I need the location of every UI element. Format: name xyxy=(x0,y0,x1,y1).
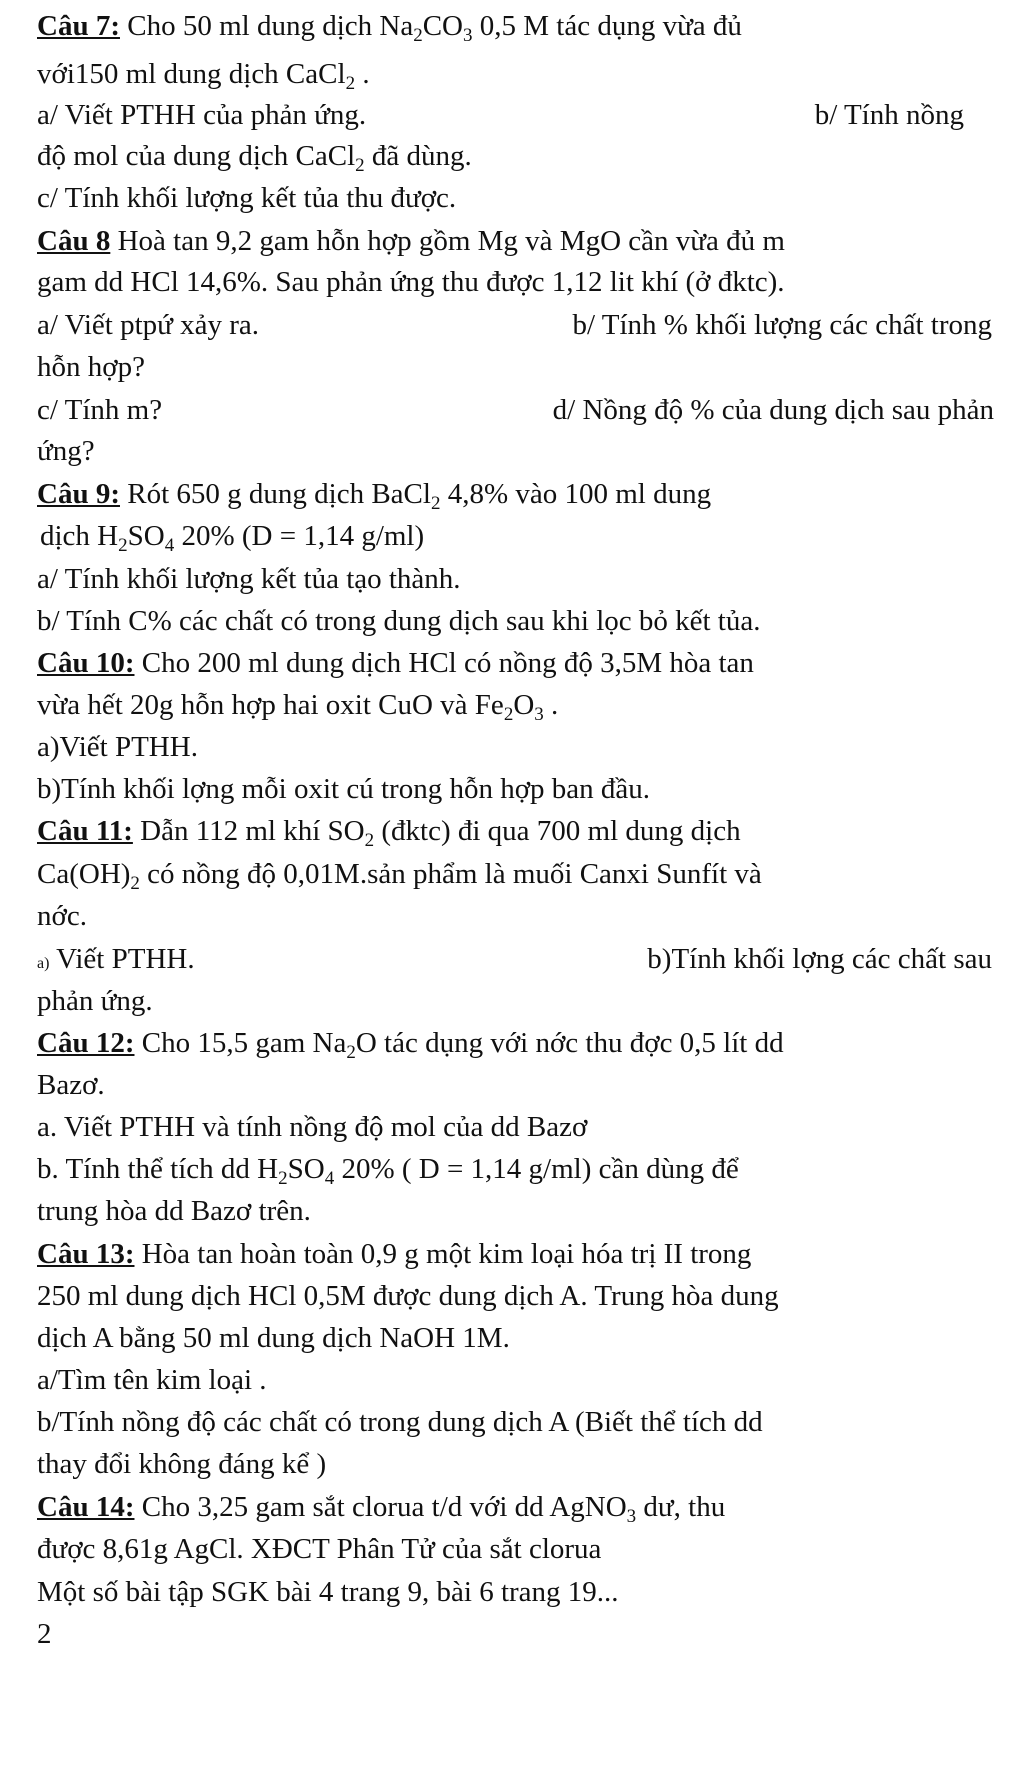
q13-line-4: a/Tìm tên kim loại . xyxy=(37,1364,267,1396)
q12-line-5: trung hòa dd Bazơ trên. xyxy=(37,1195,311,1227)
q13-line-3: dịch A bằng 50 ml dung dịch NaOH 1M. xyxy=(37,1322,510,1354)
q9-line-1: Câu 9: Rót 650 g dung dịch BaCl$_2$ 4,8% vào 100 ml dung xyxy=(37,478,712,514)
q14-line-2: được 8,61g AgCl. XĐCT Phân Tử của sắt clorua xyxy=(37,1533,602,1565)
q9-line-2: dịch $H_2SO_4$ 20% (D = 1,14 g/ml) xyxy=(40,520,425,556)
q7-label: Câu 7: xyxy=(37,10,120,42)
q9-label: Câu 9: xyxy=(37,478,120,510)
q8-line-6: ứng? xyxy=(37,435,95,467)
page-number: 2 xyxy=(37,1618,52,1650)
q7-line-3: a/ Viết PTHH của phản ứng. b/ Tính nồng xyxy=(37,99,964,131)
q8-line-4: hỗn hợp? xyxy=(37,351,145,383)
q9-line-3: a/ Tính khối lượng kết tủa tạo thành. xyxy=(37,563,461,595)
q10-label: Câu 10: xyxy=(37,647,135,679)
q7-line-5: c/ Tính khối lượng kết tủa thu được. xyxy=(37,182,457,214)
q13-line-1: Câu 13: Hòa tan hoàn toàn 0,9 g một kim loại hóa trị II trong xyxy=(37,1238,752,1270)
q11-line-1: Câu 11: Dẫn 112 ml khí $SO_2$ (đktc) đi qua 700 ml dung dịch xyxy=(37,815,741,851)
q11-line-5: phản ứng. xyxy=(37,985,153,1017)
q8-line-2: gam dd HCl 14,6%. Sau phản ứng thu được 1,12 lit khí (ở đktc). xyxy=(37,266,785,298)
q8-line-1: Câu 8 Hoà tan 9,2 gam hỗn hợp gồm Mg và MgO cần vừa đủ m xyxy=(37,225,785,257)
q10-line-4: b)Tính khối lợng mỗi oxit cú trong hỗn hợp ban đầu. xyxy=(37,773,651,805)
q10-line-2: vừa hết 20g hỗn hợp hai oxit CuO và $Fe_2O_3$ . xyxy=(37,689,559,725)
q8-line-3: a/ Viết ptpứ xảy ra. b/ Tính % khối lượng các chất trong xyxy=(37,309,992,341)
q13-label: Câu 13: xyxy=(37,1238,135,1270)
q13-line-2: 250 ml dung dịch HCl 0,5M được dung dịch A. Trung hòa dung xyxy=(37,1280,779,1312)
q7-line-1: Câu 7: Cho 50 ml dung dịch $Na_2CO_3$ 0,5 M tác dụng vừa đủ xyxy=(37,10,742,46)
q11-label: Câu 11: xyxy=(37,815,133,847)
q11-line-3: nớc. xyxy=(37,900,87,932)
q11-small-marker: a) xyxy=(37,955,50,972)
q12-label: Câu 12: xyxy=(37,1027,135,1059)
q13-line-5: b/Tính nồng độ các chất có trong dung dịch A (Biết thể tích dd xyxy=(37,1406,763,1438)
q10-line-3: a)Viết PTHH. xyxy=(37,731,198,763)
q7-line-4: độ mol của dung dịch CaCl$_2$ đã dùng. xyxy=(37,140,472,176)
q8-line-5: c/ Tính m? d/ Nồng độ % của dung dịch sau phản xyxy=(37,394,994,426)
q12-line-3: a. Viết PTHH và tính nồng độ mol của dd Bazơ xyxy=(37,1111,588,1143)
q14-line-1: Câu 14: Cho 3,25 gam sắt clorua t/d với dd AgNO$_3$ dư, thu xyxy=(37,1491,726,1527)
q8-label: Câu 8 xyxy=(37,225,111,257)
q11-line-2: $Ca(OH)_2$ có nồng độ 0,01M.sản phẩm là muối Canxi Sunfít và xyxy=(37,858,762,894)
q13-line-6: thay đổi không đáng kể ) xyxy=(37,1448,327,1480)
q10-line-1: Câu 10: Cho 200 ml dung dịch HCl có nồng độ 3,5M hòa tan xyxy=(37,647,754,679)
q12-line-1: Câu 12: Cho 15,5 gam $Na_2O$ tác dụng với nớc thu đợc 0,5 lít dd xyxy=(37,1027,784,1063)
q11-line-4: a) Viết PTHH. b)Tính khối lợng các chất sau xyxy=(37,943,992,975)
sgk-note: Một số bài tập SGK bài 4 trang 9, bài 6 trang 19... xyxy=(37,1576,619,1608)
q14-label: Câu 14: xyxy=(37,1491,135,1523)
q12-line-4: b. Tính thể tích dd $H_2SO_4$ 20% ( D = 1,14 g/ml) cần dùng để xyxy=(37,1153,739,1189)
q9-line-4: b/ Tính C% các chất có trong dung dịch sau khi lọc bỏ kết tủa. xyxy=(37,605,761,637)
q12-line-2: Bazơ. xyxy=(37,1069,105,1101)
q7-line-2: với150 ml dung dịch CaCl$_2$ . xyxy=(37,58,370,94)
